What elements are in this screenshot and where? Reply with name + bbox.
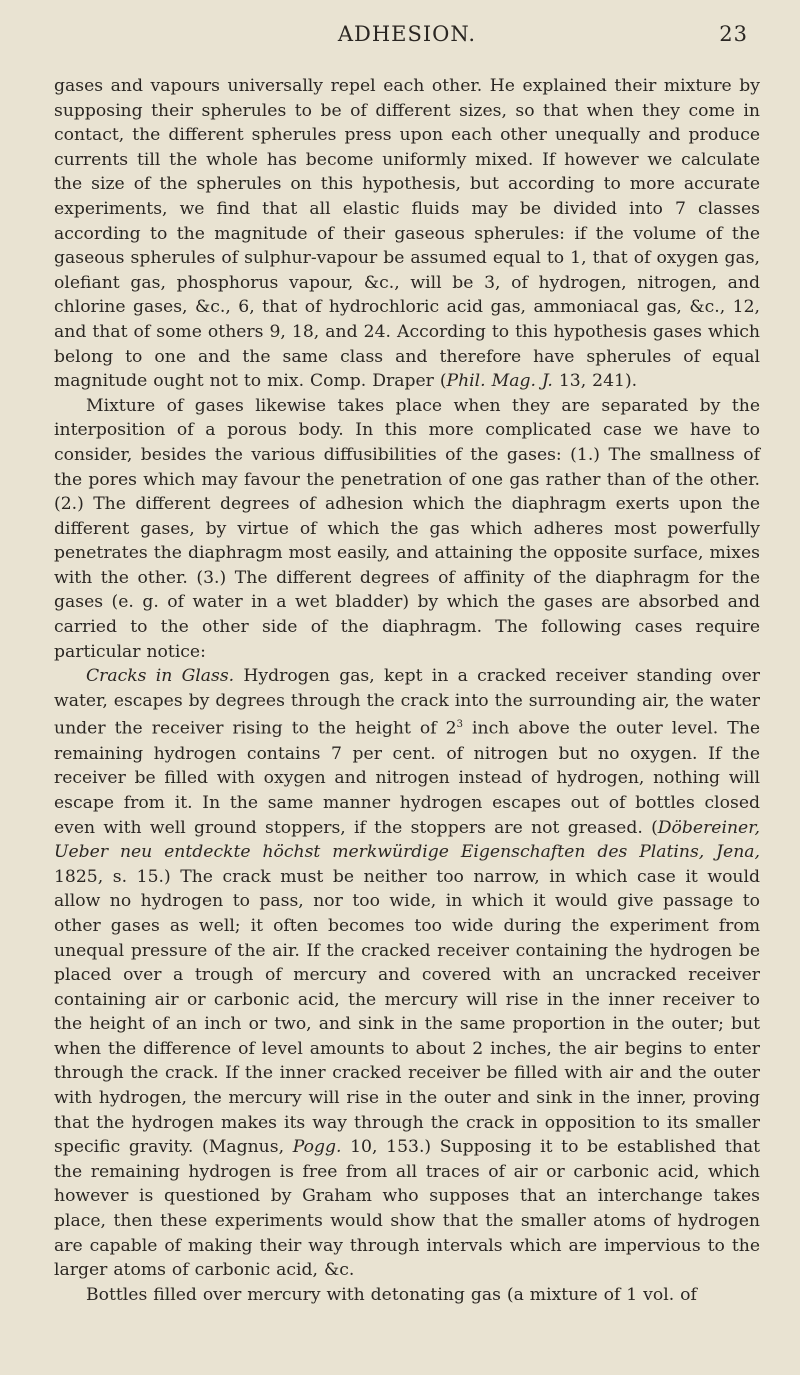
section-lead-cracks-in-glass: Cracks in Glass. bbox=[86, 666, 235, 687]
paragraph-3 bbox=[54, 664, 760, 1283]
page-number: 23 bbox=[719, 22, 748, 46]
paragraph-3-text-c: 1825, s. 15.) The crack must be neither too narrow, in which case it would allow no hydrogen to pass, nor too wide, in which it would give passage to other gases as well; it often becomes too wide during the experiment from unequal pressure of the air. If the cracked receiver containing the hydrogen be placed over a trough of mercury and covered with an uncracked receiver containing air or carbonic acid, the mercury will rise in the inner receiver to the height of an inch or two, and sink in the same proportion in the outer; but when the difference of level amounts to about 2 inches, the air begins to enter through the crack. If the inner cracked receiver be filled with air and the outer with hydrogen, the mercury will rise in the outer and sink in the inner, proving that the hydrogen makes its way through the crack in opposition to its smaller specific gravity. (Magnus, bbox=[54, 866, 760, 1158]
paragraph-2 bbox=[54, 394, 760, 665]
dobereiner-citation: Döbereiner, Ueber neu entdeckte höchst merkwürdige Eigenschaften des Platins, Jena, bbox=[54, 817, 760, 863]
paragraph-4 bbox=[54, 1283, 760, 1308]
paragraph-1 bbox=[54, 74, 760, 394]
paragraph-1-tail: 13, 241). bbox=[552, 371, 638, 392]
paragraph-3-text-b: inch above the outer level. The remaining hydrogen contains 7 per cent. of nitrogen but no oxygen. If the receiver be filled with oxygen and nitrogen instead of hydrogen, nothing will escape from it. In the same manner hydrogen escapes out of bottles closed even with well ground stoppers, if the stoppers are not greased. ( bbox=[54, 719, 760, 838]
body-text bbox=[54, 74, 760, 1307]
pogg-citation: Pogg. bbox=[292, 1137, 342, 1158]
paragraph-4-text: Bottles filled over mercury with detonating gas (a mixture of 1 vol. of bbox=[86, 1284, 697, 1305]
journal-citation: Phil. Mag. J. bbox=[446, 371, 553, 392]
running-head bbox=[54, 22, 760, 56]
running-title: ADHESION. bbox=[337, 22, 477, 46]
fraction-numerator: 3 bbox=[456, 719, 463, 731]
paragraph-3-text-d: 10, 153.) Supposing it to be established that the remaining hydrogen is free from all traces of air or carbonic acid, which however is questioned by Graham who supposes that an interchange takes place, then these experiments would show that the smaller atoms of hydrogen are capable of making their way through intervals which are impervious to the larger atoms of carbonic acid, &c. bbox=[54, 1137, 760, 1281]
paragraph-1-text: gases and vapours universally repel each other. He explained their mixture by supposing their spherules to be of different sizes, so that when they come in contact, the different spherules press upon each other unequally and produce currents till the whole has become uniformly mixed. If however we calculate the size of the spherules on this hypothesis, but according to more accurate experiments, we find that all elastic fluids may be divided into 7 classes according to the magnitude of their gaseous spherules: if the volume of the gaseous spherules of sulphur-vapour be assumed equal to 1, that of oxygen gas, olefiant gas, phosphorus vapour, &c., will be 3, of hydrogen, nitrogen, and chlorine gases, &c., 6, that of hydrochloric acid gas, ammoniacal gas, &c., 12, and that of some others 9, 18, and 24. According to this hypothesis gases which belong to one and the same class and therefore have spherules of equal magnitude ought not to mix. Comp. Draper ( bbox=[54, 76, 760, 392]
paragraph-3-text-a: Hydrogen gas, kept in a cracked receiver standing over water, escapes by degrees through the crack into the surrounding air, the water under the receiver rising to the height of 2 bbox=[54, 666, 761, 740]
paragraph-2-text: Mixture of gases likewise takes place when they are separated by the interposition of a porous body. In this more complicated case we have to consider, besides the various diffusibilities of the gases: (1.) The smallness of the pores which may favour the penetration of one gas rather than of the other. (2.) The different degrees of adhesion which the diaphragm exerts upon the different gases, by virtue of which the gas which adheres most powerfully penetrates the diaphragm most easily, and attaining the opposite surface, mixes with the other. (3.) The different degrees of affinity of the diaphragm for the gases (e. g. of water in a wet bladder) by which the gases are absorbed and carried to the other side of the diaphragm. The following cases require particular notice: bbox=[54, 395, 760, 662]
